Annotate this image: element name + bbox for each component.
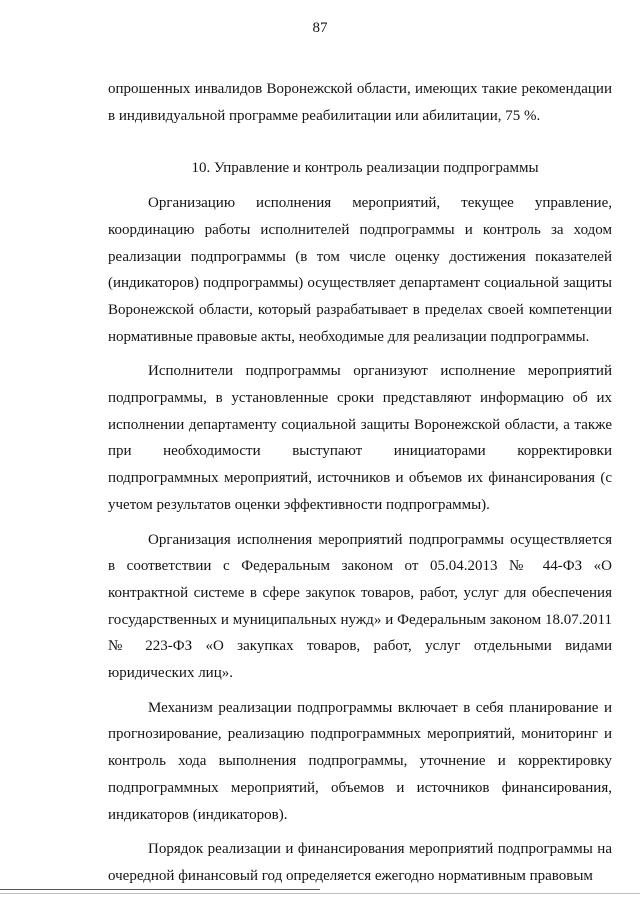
page-number: 87 xyxy=(312,20,328,36)
page-bottom-edge xyxy=(0,893,640,894)
body-paragraph: Порядок реализации и финансирования мероприятий подпрограммы на очередной финансовый год определяется ежегодно нормативным правовым xyxy=(108,841,612,884)
page-body xyxy=(108,76,612,890)
continuation-paragraph: опрошенных инвалидов Воронежской области, имеющих такие рекомендации в индивидуальной программе реабилитации или абилитации, 75 %. xyxy=(108,81,612,124)
body-paragraph: Организацию исполнения мероприятий, текущее управление, координацию работы исполнителей подпрограммы и контроль за ходом реализации подпрограммы (в том числе оценку достижения показателей (индикаторов) подпрограммы) осуществляет департамент социальной защиты Воронежской области, который разрабатывает в пределах своей компетенции нормативные правовые акты, необходимые для реализации подпрограммы. xyxy=(108,195,612,345)
body-paragraph: Механизм реализации подпрограммы включает в себя планирование и прогнозирование, реализацию подпрограммных мероприятий, мониторинг и контроль хода выполнения подпрограммы, уточнение и корректировку подпрограммных мероприятий, объемов и источников финансирования, индикаторов (индикаторов). xyxy=(108,699,612,823)
section-title: 10. Управление и контроль реализации подпрограммы xyxy=(191,160,539,177)
body-paragraph: Исполнители подпрограммы организуют исполнение мероприятий подпрограммы, в установленные сроки представляют информацию об их исполнении департаменту социальной защиты Воронежской области, а также при необходимости выступают инициаторами корректировки подпрограммных мероприятий, источников и объемов их финансирования (с учетом результатов оценки эффективности подпрограммы). xyxy=(108,363,612,513)
body-paragraph: Организация исполнения мероприятий подпрограммы осуществляется в соответствии с Федеральным законом от 05.04.2013 № 44-ФЗ «О контрактной системе в сфере закупок товаров, работ, услуг для обеспечения государственных и муниципальных нужд» и Федеральным законом 18.07.2011 № 223-ФЗ «О закупках товаров, работ, услуг отдельными видами юридических лиц». xyxy=(108,531,612,682)
page-bottom-divider xyxy=(0,889,320,890)
